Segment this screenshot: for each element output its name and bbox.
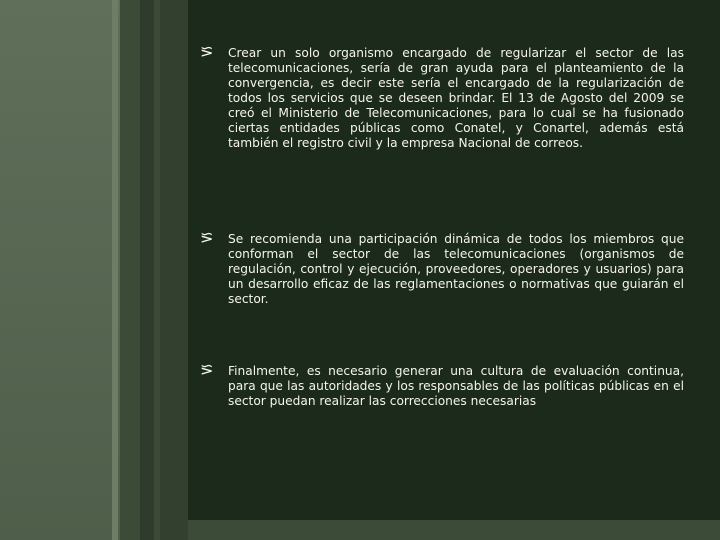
- decorative-stripe: [112, 0, 118, 540]
- decorative-stripe: [160, 0, 188, 540]
- arrow-bullet-icon: ⪞: [200, 228, 214, 247]
- bullet-paragraph-1: Crear un solo organismo encargado de regularizar el sector de las telecomunicaciones, sería de gran ayuda para el planteamiento de la convergencia, es decir este sería el encargado de la regularización de todos los servicios que se deseen brindar. El 13 de Agosto del 2009 se creó el Ministerio de Telecomunicaciones, para lo cual se ha fusionado ciertas entidades públicas como Conatel, y Conartel, además está también el registro civil y la empresa Nacional de correos.: [228, 46, 684, 150]
- decorative-stripe: [140, 0, 154, 540]
- bullet-paragraph-3: Finalmente, es necesario generar una cultura de evaluación continua, para que las autoridades y los responsables de las políticas públicas en el sector puedan realizar las correcciones necesarias: [228, 364, 684, 408]
- left-decorative-panel: [0, 0, 120, 540]
- arrow-bullet-icon: ⪞: [200, 42, 214, 61]
- arrow-bullet-icon: ⪞: [200, 360, 214, 379]
- bullet-paragraph-2: Se recomienda una participación dinámica de todos los miembros que conforman el sector de las telecomunicaciones (organismos de regulación, control y ejecución, proveedores, operadores y usuarios) para un desarrollo eficaz de las reglamentaciones o normativas que guiarán el sector.: [228, 232, 684, 306]
